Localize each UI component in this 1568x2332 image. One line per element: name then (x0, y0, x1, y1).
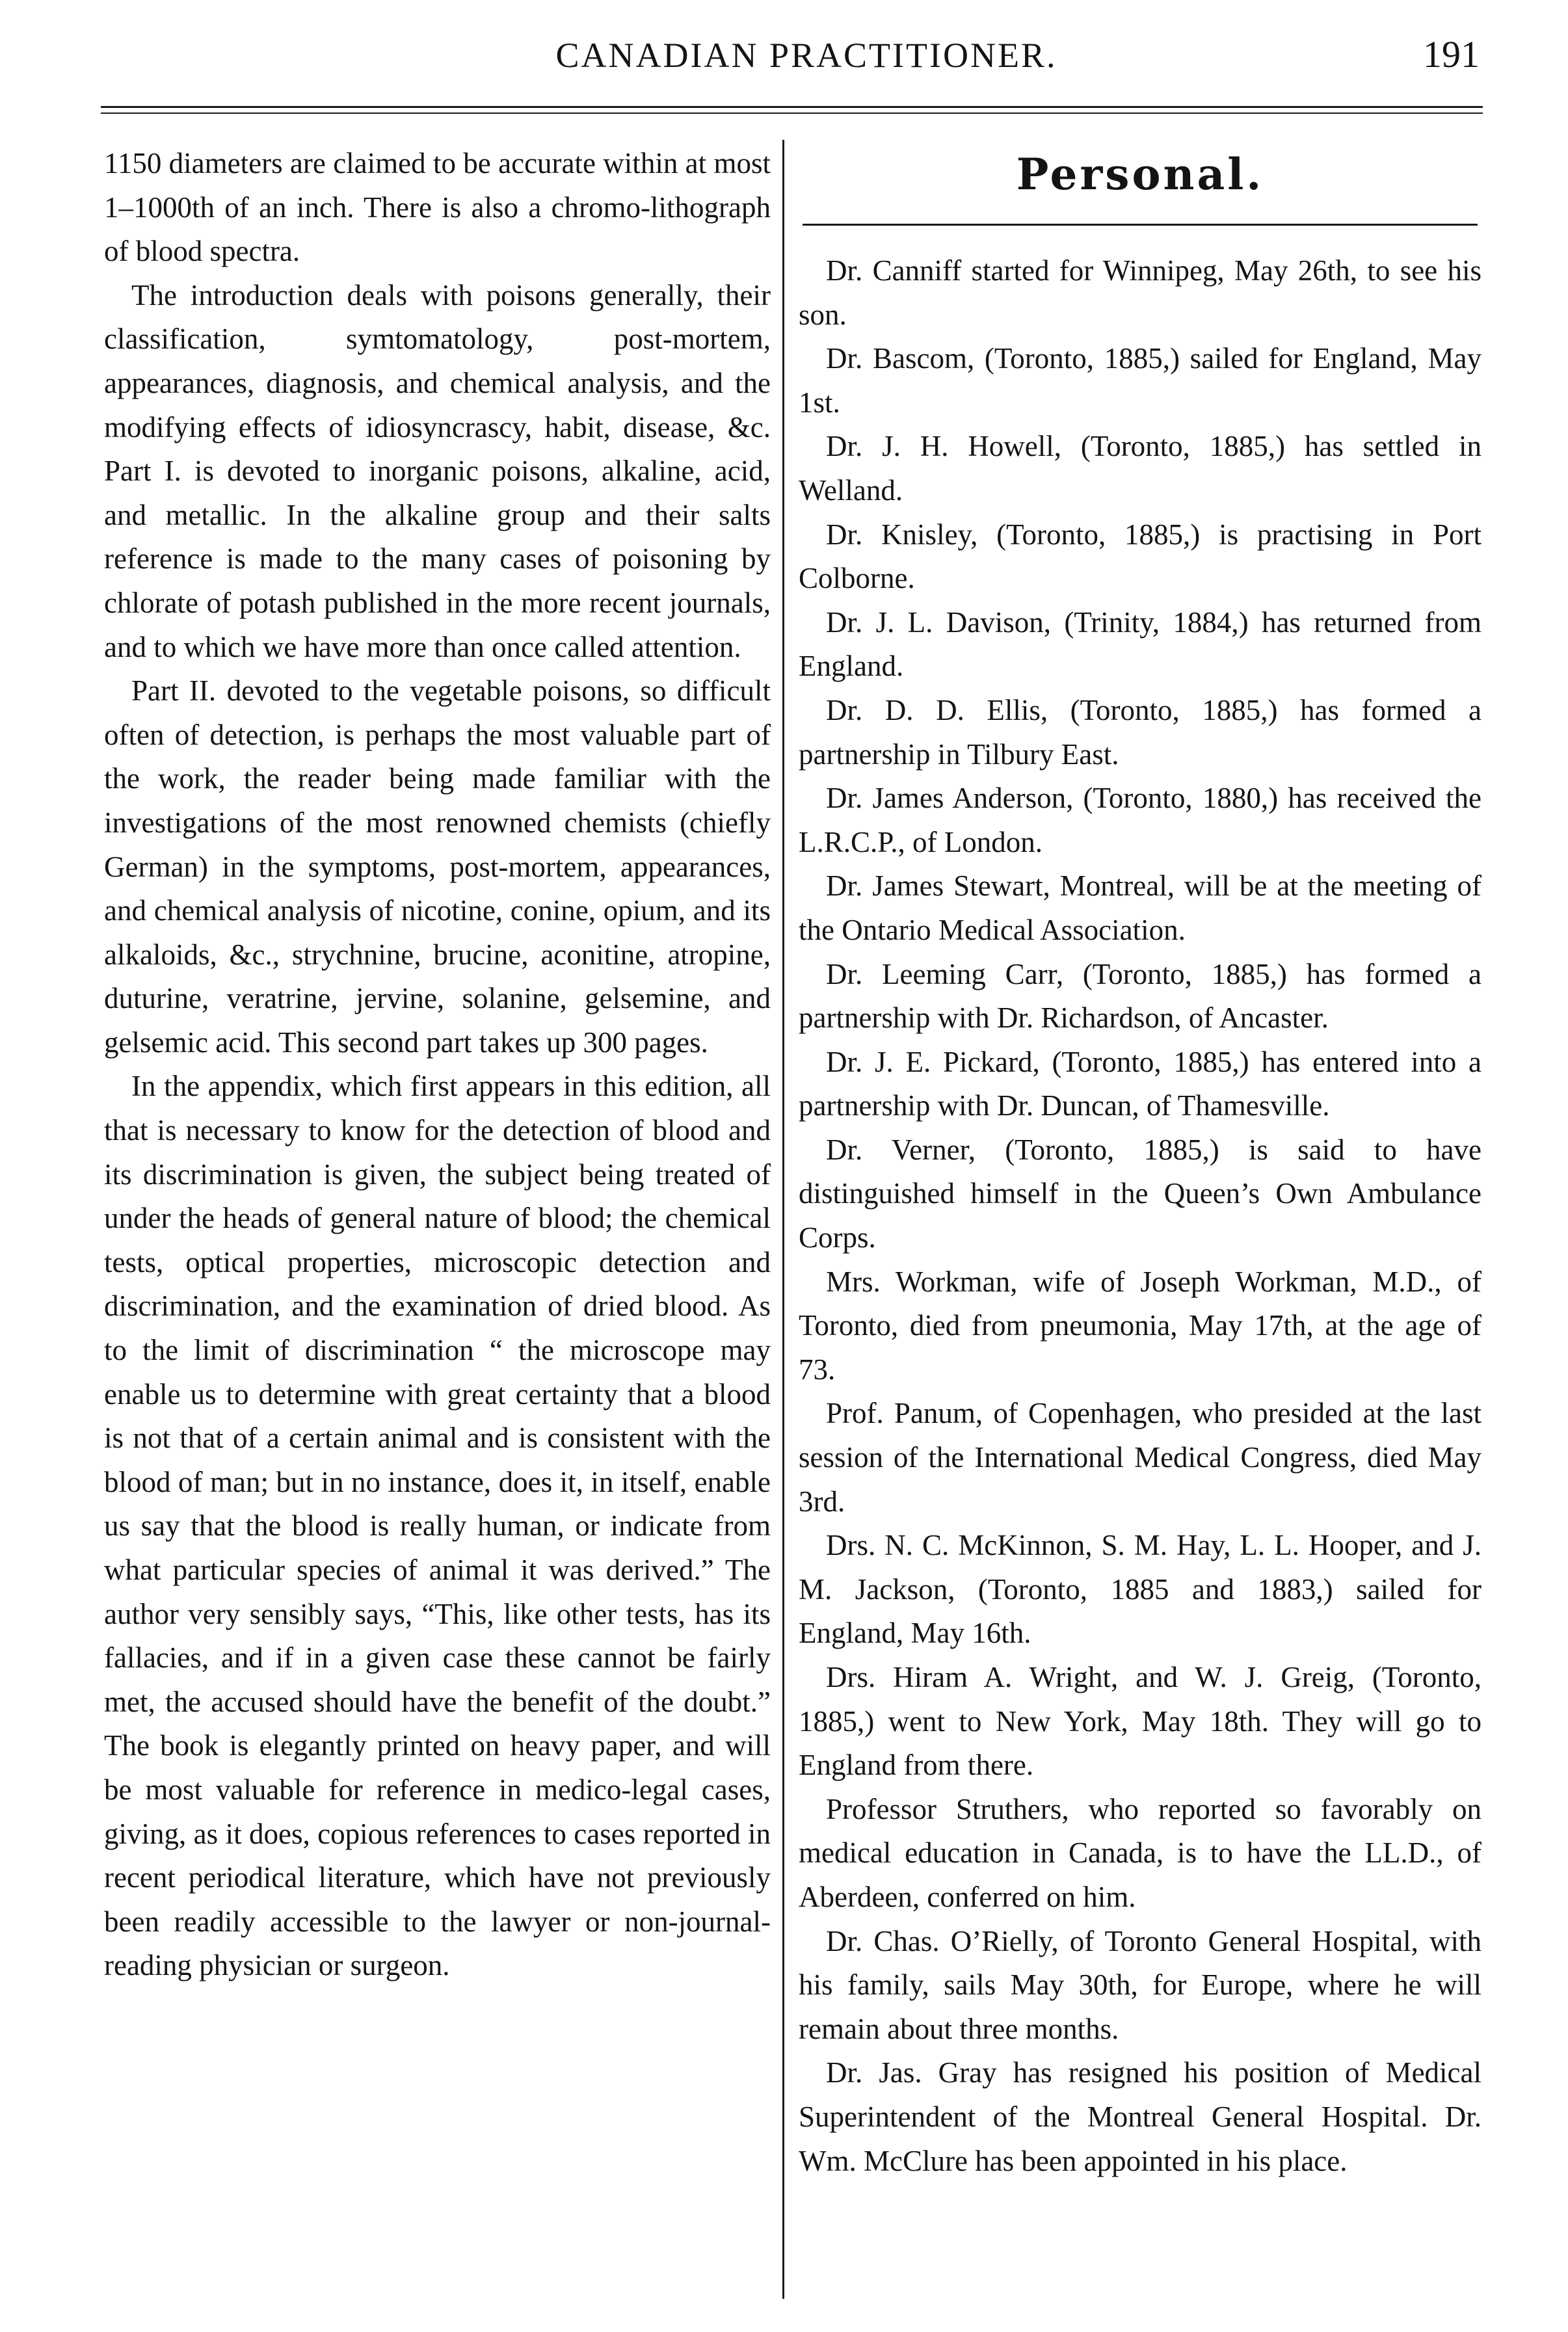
section-heading: Personal. (1016, 149, 1264, 200)
right-column (799, 142, 1482, 2307)
personal-item: Dr. Verner, (Toronto, 1885,) is said to have distinguished himself in the Queen’s Own Ambulance Corps. (799, 1133, 1482, 1254)
column-divider (782, 140, 784, 2299)
personal-item: Dr. Jas. Gray has resigned his position of Medical Superintendent of the Montreal General Hospital. Dr. Wm. McClure has been appointed in his place. (799, 2056, 1482, 2177)
header-rule-thick (101, 106, 1483, 108)
personal-item: Professor Struthers, who reported so favorably on medical education in Canada, is to have the LL.D., of Aberdeen, conferred on him. (799, 1792, 1482, 1913)
personal-item: Dr. James Stewart, Montreal, will be at the meeting of the Ontario Medical Association. (799, 869, 1482, 946)
personal-item: Dr. Chas. O’Rielly, of Toronto General Hospital, with his family, sails May 30th, for Europe, where he will remain about three months. (799, 1924, 1482, 2045)
running-title: CANADIAN PRACTITIONER. (555, 36, 1057, 75)
personal-item: Dr. Bascom, (Toronto, 1885,) sailed for England, May 1st. (799, 342, 1482, 419)
personal-item: Dr. D. D. Ellis, (Toronto, 1885,) has formed a partnership in Tilbury East. (799, 693, 1482, 771)
left-column (104, 142, 771, 2307)
left-paragraph-1: 1150 diameters are claimed to be accurate within at most 1–1000th of an inch. There is also a chromo-lithograph of blood spectra. (104, 147, 771, 268)
personal-item: Dr. J. H. Howell, (Toronto, 1885,) has settled in Welland. (799, 430, 1482, 507)
personal-item: Dr. J. E. Pickard, (Toronto, 1885,) has entered into a partnership with Dr. Duncan, of Thamesville. (799, 1045, 1482, 1122)
personal-item: Dr. Knisley, (Toronto, 1885,) is practising in Port Colborne. (799, 518, 1482, 595)
personal-item: Dr. J. L. Davison, (Trinity, 1884,) has returned from England. (799, 605, 1482, 683)
header-rule-thin (101, 113, 1483, 114)
left-paragraph-3: Part II. devoted to the vegetable poisons, so difficult often of detection, is perhaps the most valuable part of the work, the reader being made familiar with the investigations of the most renowned chemists (chiefly German) in the symptoms, post-mortem, appearances, and chemical analysis of nicotine, conine, opium, and its alkaloids, &c., strychnine, brucine, aconitine, atropine, duturine, veratrine, jervine, solanine, gelsemine, and gelsemic acid. This second part takes up 300 pages. (104, 674, 771, 1059)
personal-item: Drs. N. C. McKinnon, S. M. Hay, L. L. Hooper, and J. M. Jackson, (Toronto, 1885 and 1883,) sailed for England, May 16th. (799, 1529, 1482, 1650)
section-heading-rule (803, 224, 1478, 226)
personal-item: Dr. Leeming Carr, (Toronto, 1885,) has formed a partnership with Dr. Richardson, of Ancaster. (799, 957, 1482, 1035)
personal-item: Mrs. Workman, wife of Joseph Workman, M.D., of Toronto, died from pneumonia, May 17th, at the age of 73. (799, 1265, 1482, 1386)
left-paragraph-2: The introduction deals with poisons generally, their classification, symtomatology, post-mortem, appearances, diagnosis, and chemical analysis, and the modifying effects of idiosyncrascy, habit, disease, &c. Part I. is devoted to inorganic poisons, alkaline, acid, and metallic. In the alkaline group and their salts reference is made to the many cases of poisoning by chlorate of potash published in the more recent journals, and to which we have more than once called attention. (104, 278, 771, 663)
personal-item: Dr. Canniff started for Winnipeg, May 26th, to see his son. (799, 254, 1482, 331)
personal-item: Dr. James Anderson, (Toronto, 1880,) has received the L.R.C.P., of London. (799, 782, 1482, 858)
personal-item: Prof. Panum, of Copenhagen, who presided at the last session of the International Medical Congress, died May 3rd. (799, 1397, 1482, 1518)
personal-item: Drs. Hiram A. Wright, and W. J. Greig, (Toronto, 1885,) went to New York, May 18th. They will go to England from there. (799, 1661, 1482, 1782)
left-paragraph-4: In the appendix, which first appears in this edition, all that is necessary to know for the detection of blood and its discrimination is given, the subject being treated of under the heads of general nature of blood; the chemical tests, optical properties, microscopic detection and discrimination, and the examination of dried blood. As to the limit of discrimination “ the microscope may enable us to determine with great certainty that a blood is not that of a certain animal and is consistent with the blood of man; but in no instance, does it, in itself, enable us say that the blood is really human, or indicate from what particular species of animal it was derived.” The author very sensibly says, “This, like other tests, has its fallacies, and if in a given case these cannot be fairly met, the accused should have the benefit of the doubt.” The book is elegantly printed on heavy paper, and will be most valuable for reference in medico-legal cases, giving, as it does, copious references to cases reported in recent periodical literature, which have not previously been readily accessible to the lawyer or non-journal-reading physician or surgeon. (104, 1070, 771, 1982)
page-number: 191 (1423, 33, 1480, 75)
